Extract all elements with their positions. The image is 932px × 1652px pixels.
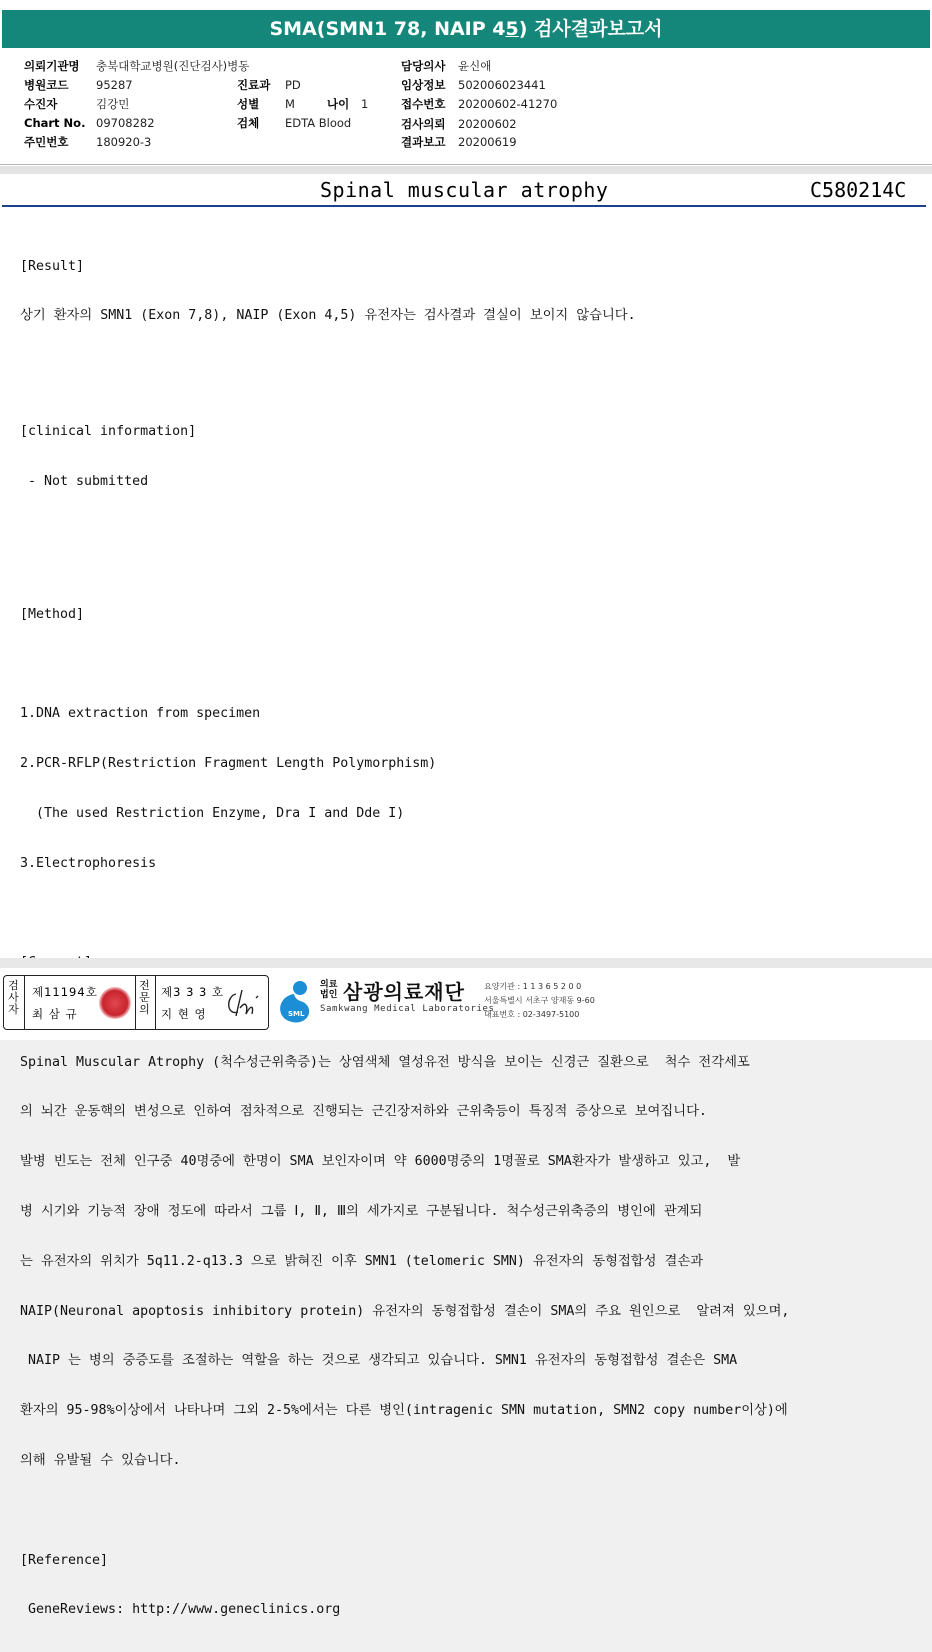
info-specimen: 검체 EDTA Blood: [237, 116, 352, 130]
title-underline: [2, 205, 926, 207]
info-department: 진료과 PD: [237, 78, 301, 92]
info-sex: 성별 M: [237, 97, 295, 111]
org-phone: 대표번호 : 02-3497-5100: [484, 1010, 580, 1019]
method-line: 3.Electrophoresis: [20, 855, 157, 871]
tester-name: 최 삼 규: [32, 1007, 78, 1021]
report-body: [20, 226, 920, 1652]
comment-line: 는 유전자의 위치가 5q11.2-q13.3 으로 밝혀진 이후 SMN1 (telomeric SMN) 유전자의 동형접합성 결손과: [20, 1253, 704, 1269]
section-divider: [0, 166, 932, 174]
method-heading: [Method]: [20, 606, 85, 622]
clinical-heading: [clinical information]: [20, 424, 197, 440]
info-resident-no: 주민번호 180920-3: [24, 135, 152, 149]
org-address: 서울특별시 서초구 양재동 9-60: [484, 996, 595, 1005]
info-attending-doctor: 담당의사 윤신애: [401, 59, 492, 73]
footer-divider: [0, 958, 932, 968]
comment-line: NAIP(Neuronal apoptosis inhibitory protein) 유전자의 동형접합성 결손이 SMA의 주요 원인으로 알려져 있으며,: [20, 1303, 790, 1319]
method-line: (The used Restriction Enzyme, Dra I and Dde I): [20, 805, 405, 821]
svg-text:SML: SML: [288, 1010, 305, 1018]
report-title-part2: ) 검사결과보고서: [518, 18, 663, 40]
comment-line: NAIP 는 병의 중증도를 조절하는 역할을 하는 것으로 생각되고 있습니다. SMN1 유전자의 동형접합성 결손은 SMA: [20, 1353, 738, 1369]
tester-license-no: 제11194호: [32, 985, 98, 999]
clinical-text: - Not submitted: [20, 473, 149, 489]
signature-box: [3, 975, 269, 1030]
report-title-underlined: 5: [505, 18, 519, 40]
info-hospital-code: 병원코드 95287: [24, 78, 133, 92]
logo-org-name: 삼광의료재단: [343, 980, 465, 1004]
method-line: 1.DNA extraction from specimen: [20, 706, 261, 722]
comment-line: 병 시기와 기능적 장애 정도에 따라서 그룹 Ⅰ, Ⅱ, Ⅲ의 세가지로 구분됩니다. 척수성근위축증의 병인에 관계되: [20, 1204, 703, 1220]
method-line: 2.PCR-RFLP(Restriction Fragment Length Polymorphism): [20, 756, 437, 771]
logo-english-name: Samkwang Medical Laboratories: [320, 1004, 495, 1014]
info-receipt-no: 접수번호 20200602-41270: [401, 97, 558, 111]
doctor-name: 지 현 영: [161, 1007, 207, 1021]
comment-line: Spinal Muscular Atrophy (척수성근위축증)는 상염색체 열성유전 방식을 보이는 신경근 질환으로 척수 전각세포: [20, 1054, 750, 1070]
doctor-vertical-label: 전 문 의: [139, 979, 150, 1016]
comment-line: 발병 빈도는 전체 인구중 40명중에 한명이 SMA 보인자이며 약 6000명중의 1명꼴로 SMA환자가 발생하고 있고, 발: [20, 1154, 741, 1170]
org-code: 요양기관 : 1 1 3 6 5 2 0 0: [484, 982, 582, 991]
red-seal-icon: [99, 987, 131, 1019]
info-requesting-institution: 의뢰기관명 충북대학교병원(진단검사)병동: [24, 59, 250, 73]
sml-logo-icon: [272, 978, 316, 1026]
report-title-part1: SMA(SMN1 78, NAIP 4: [269, 18, 506, 40]
comment-line: 의해 유발될 수 있습니다.: [20, 1452, 181, 1468]
info-chart-no: Chart No. 09708282: [24, 116, 155, 130]
info-patient-name: 수진자 김강민: [24, 97, 130, 111]
result-text: 상기 환자의 SMN1 (Exon 7,8), NAIP (Exon 4,5) 유전자는 검사결과 결실이 보이지 않습니다.: [20, 307, 636, 323]
result-heading: [Result]: [20, 259, 85, 275]
info-report-date: 결과보고 20200619: [401, 135, 517, 149]
comment-line: 의 뇌간 운동핵의 변성으로 인하여 점차적으로 진행되는 근긴장저하와 근위축등이 특징적 증상으로 보여집니다.: [20, 1104, 707, 1120]
reference-heading: [Reference]: [20, 1552, 109, 1568]
info-age: 나이 1: [327, 97, 369, 111]
report-title-bar: [2, 10, 930, 48]
comment-line: 환자의 95-98%이상에서 나타나며 그외 2-5%에서는 다른 병인(intragenic SMN mutation, SMN2 copy number이상)에: [20, 1403, 788, 1419]
tester-vertical-label: 검 사 자: [8, 979, 19, 1016]
test-name: Spinal muscular atrophy: [320, 178, 609, 202]
doctor-license-no: 제3 3 3 호: [161, 985, 225, 999]
reference-text: GeneReviews: http://www.geneclinics.org: [20, 1602, 341, 1618]
test-code: C580214C: [810, 178, 907, 202]
logo-medical-corp-label: 의료 법인: [320, 980, 338, 1000]
signature-icon: [222, 986, 264, 1020]
info-clinical-info: 임상정보 502006023441: [401, 78, 546, 92]
patient-info-block: [0, 52, 932, 165]
info-request-date: 검사의뢰 20200602: [401, 117, 517, 131]
